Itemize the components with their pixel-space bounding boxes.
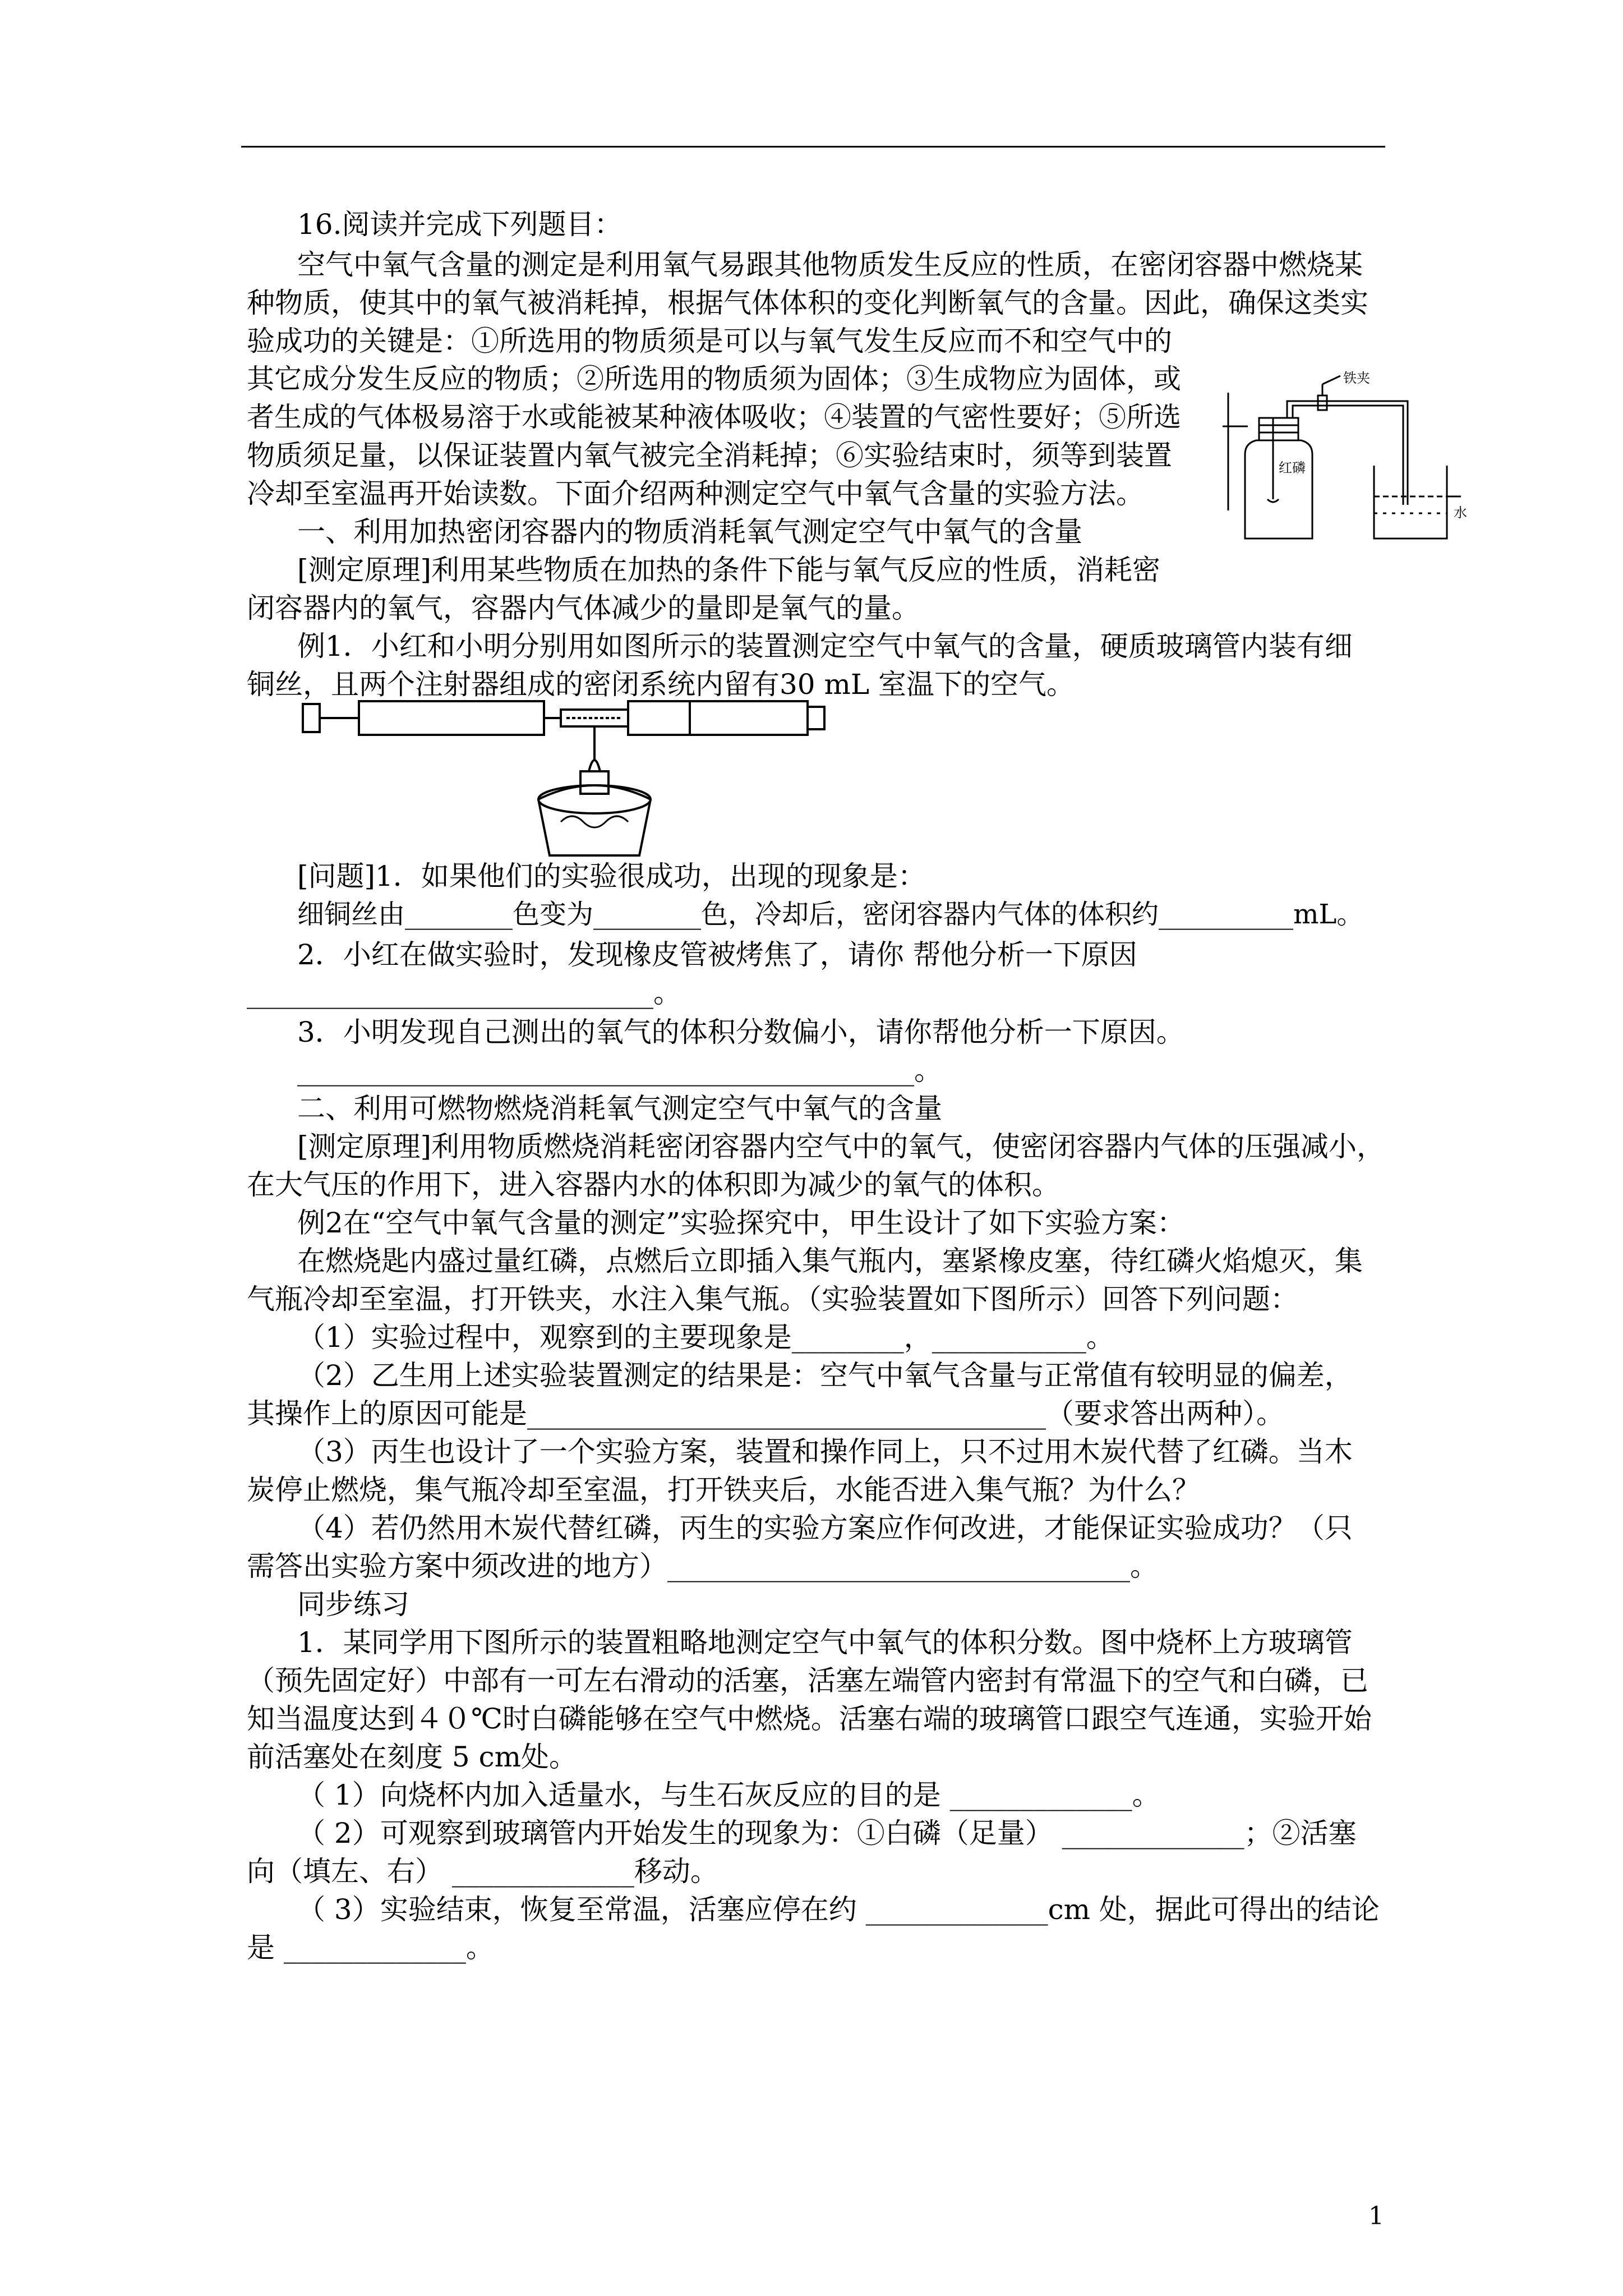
text-line: 前活塞处在刻度 5 cm处。 [247,1741,578,1773]
text-line: 物质须足量，以保证装置内氧气被完全消耗掉；⑥实验结束时，须等到装置 [247,439,1172,472]
text-line: （3）丙生也设计了一个实验方案，装置和操作同上，只不过用木炭代替了红磷。当木 [297,1435,1353,1468]
text-line: （预先固定好）中部有一可左右滑动的活塞，活塞左端管内密封有常温下的空气和白磷，已 [247,1664,1368,1697]
text-line: 例2在“空气中氧气含量的测定”实验探究中，甲生设计了如下实验方案： [297,1207,1185,1239]
text-line: （ 1）向烧杯内加入适量水，与生石灰反应的目的是 _____________。 [297,1779,1160,1811]
text-line: （4）若仍然用木炭代替红磷，丙生的实验方案应作何改进，才能保证实验成功？（只 [297,1512,1353,1544]
text-line: 3．小明发现自己测出的氧气的体积分数偏小，请你帮他分析一下原因。 [297,1016,1184,1048]
text-line: 需答出实验方案中须改进的地方）_________________________________。 [247,1550,1158,1582]
section-heading: 一、利用加热密闭容器内的物质消耗氧气测定空气中氧气的含量 [297,516,1082,548]
text-line: （1）实验过程中，观察到的主要现象是________，___________。 [297,1321,1114,1354]
text-line: 者生成的气体极易溶于水或能被某种液体吸收；④装置的气密性要好；⑤所选 [247,401,1182,433]
text-line: 闭容器内的氧气，容器内气体减少的量即是氧气的量。 [247,592,920,624]
text-line: 空气中氧气含量的测定是利用氧气易跟其他物质发生反应的性质，在密闭容器中燃烧某 [297,249,1363,281]
text-line: ____________________________________________。 [297,1054,942,1087]
page-number: 1 [1368,2202,1384,2230]
water-label: 水 [1454,505,1467,521]
syringe-apparatus-figure [297,687,836,867]
text-line: 细铜丝由________色变为________色，冷却后，密闭容器内气体的体积约__________mL。 [297,899,1364,930]
iron-clip-label: 铁夹 [1343,370,1370,386]
header-rule [241,146,1385,148]
section-heading: 二、利用可燃物燃烧消耗氧气测定空气中氧气的含量 [297,1092,942,1125]
text-line: _____________________________。 [247,977,681,1009]
text-line: [问题]1．如果他们的实验很成功，出现的现象是： [297,860,926,892]
text-line: [测定原理]利用某些物质在加热的条件下能与氧气反应的性质，消耗密 [297,554,1161,586]
text-line: 在燃烧匙内盛过量红磷，点燃后立即插入集气瓶内，塞紧橡皮塞，待红磷火焰熄灭，集 [297,1245,1363,1277]
text-line: 2．小红在做实验时，发现橡皮管被烤焦了，请你 帮他分析一下原因 [297,938,1137,971]
text-line: 知当温度达到４０℃时白磷能够在空气中燃烧。活塞右端的玻璃管口跟空气连通，实验开始 [247,1703,1372,1735]
text-line: 例1．小红和小明分别用如图所示的装置测定空气中氧气的含量，硬质玻璃管内装有细 [297,630,1353,662]
text-line: [测定原理]利用物质燃烧消耗密闭容器内空气中的氧气，使密闭容器内气体的压强减小， [297,1130,1385,1163]
section-heading: 同步练习 [297,1588,409,1621]
text-line: （2）乙生用上述实验装置测定的结果是：空气中氧气含量与正常值有较明显的偏差， [297,1359,1353,1392]
text-line: 其操作上的原因可能是_____________________________________（要求答出两种）。 [247,1397,1284,1430]
text-line: （ 2）可观察到玻璃管内开始发生的现象为：①白磷（足量） _____________；②活塞 [297,1817,1357,1849]
text-line: 种物质，使其中的氧气被消耗掉，根据气体体积的变化判断氧气的含量。因此，确保这类实 [247,287,1368,319]
text-line: 在大气压的作用下，进入容器内水的体积即为减少的氧气的体积。 [247,1168,1060,1201]
text-line: 气瓶冷却至室温，打开铁夹，水注入集气瓶。（实验装置如下图所示）回答下列问题： [247,1283,1298,1315]
text-line: （ 3）实验结束，恢复至常温，活塞应停在约 _____________cm 处，据此可得出的结论 [297,1893,1380,1926]
text-line: 冷却至室温再开始读数。下面介绍两种测定空气中氧气含量的实验方法。 [247,477,1144,510]
text-line: 向（填左、右） _____________移动。 [247,1855,718,1888]
text-line: 铜丝，且两个注射器组成的密闭系统内留有30 mL 室温下的空气。 [247,668,1075,701]
red-phosphorus-label: 红磷 [1279,460,1306,476]
text-line: 是 _____________。 [247,1931,494,1964]
text-line: 其它成分发生反应的物质；②所选用的物质须为固体；③生成物应为固体，或 [247,363,1182,395]
question-title: 16.阅读并完成下列题目： [297,208,623,241]
text-line: 验成功的关键是：①所选用的物质须是可以与氧气发生反应而不和空气中的 [247,325,1172,357]
text-line: 炭停止燃烧，集气瓶冷却至室温，打开铁夹后，水能否进入集气瓶？为什么？ [247,1474,1200,1506]
gas-bottle-apparatus-figure [1206,370,1469,555]
text-line: 1．某同学用下图所示的装置粗略地测定空气中氧气的体积分数。图中烧杯上方玻璃管 [297,1626,1353,1659]
